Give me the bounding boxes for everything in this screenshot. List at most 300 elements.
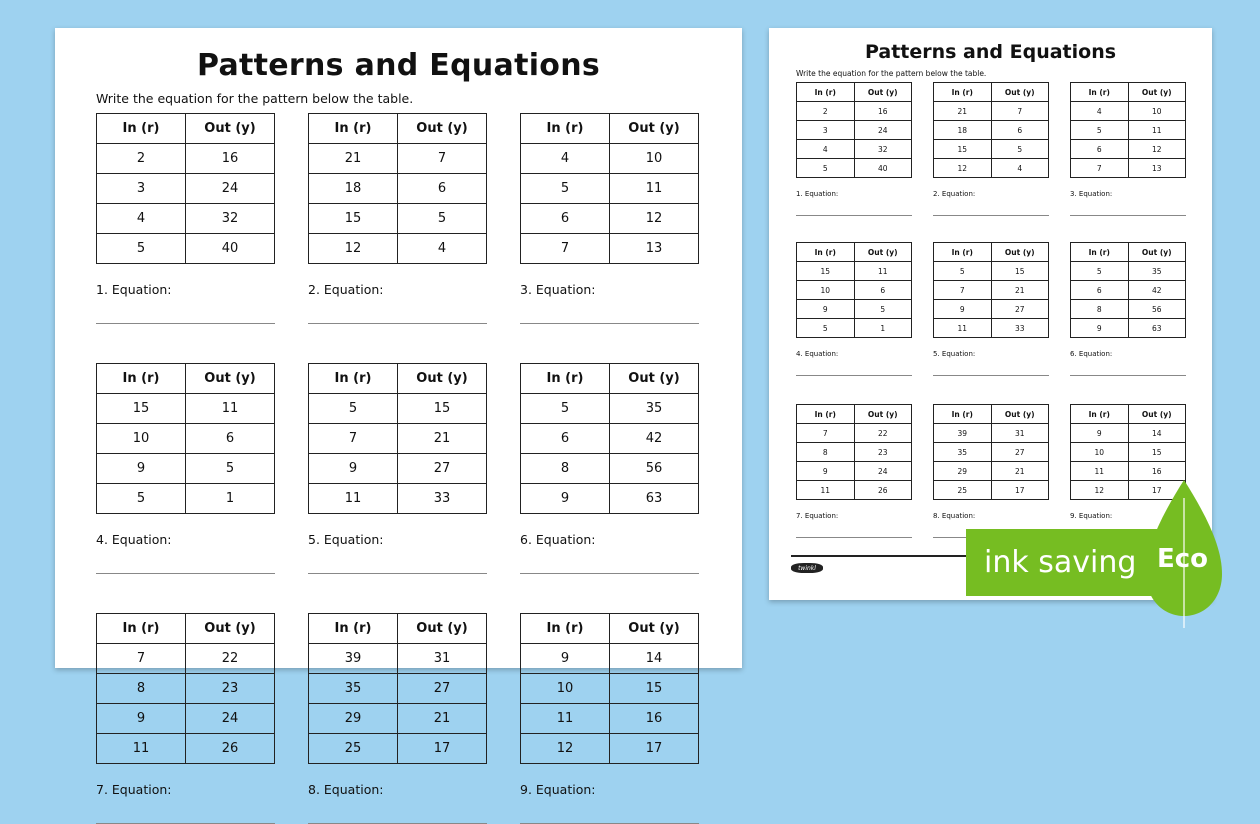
- cell-in: 29: [934, 462, 992, 481]
- header-in: In (r): [521, 114, 610, 144]
- page-title: Patterns and Equations: [196, 48, 601, 83]
- table-row: [521, 734, 699, 764]
- cell-in: 3: [797, 121, 855, 140]
- cell-out: 56: [1128, 300, 1186, 319]
- cell-in: 21: [309, 144, 398, 174]
- table-row: [309, 234, 487, 264]
- equation-label: 6. Equation:: [520, 532, 596, 547]
- cell-in: 15: [797, 262, 855, 281]
- cell-in: 7: [97, 644, 186, 674]
- pattern-table: [308, 613, 487, 764]
- cell-out: 27: [991, 300, 1049, 319]
- cell-out: 31: [398, 644, 487, 674]
- cell-in: 3: [97, 174, 186, 204]
- pattern-table: [933, 82, 1049, 178]
- cell-out: 5: [186, 454, 275, 484]
- table-row: [521, 234, 699, 264]
- answer-line[interactable]: [796, 537, 912, 538]
- table-row: [97, 644, 275, 674]
- header-out: Out (y): [398, 364, 487, 394]
- table-row: [309, 424, 487, 454]
- table-row: [309, 454, 487, 484]
- cell-in: 39: [309, 644, 398, 674]
- answer-line[interactable]: [933, 215, 1049, 216]
- pattern-table: [933, 404, 1049, 500]
- cell-out: 22: [186, 644, 275, 674]
- table-row: [521, 644, 699, 674]
- cell-out: 6: [854, 281, 912, 300]
- table-row: [521, 144, 699, 174]
- table-row: [1071, 159, 1186, 178]
- cell-out: 33: [991, 319, 1049, 338]
- table-row: [97, 174, 275, 204]
- table-row: [309, 704, 487, 734]
- table-row: [97, 704, 275, 734]
- cell-in: 6: [521, 204, 610, 234]
- table-row: [797, 102, 912, 121]
- pattern-table: [933, 242, 1049, 338]
- answer-line[interactable]: [308, 323, 487, 324]
- cell-out: 11: [186, 394, 275, 424]
- cell-out: 16: [610, 704, 699, 734]
- cell-in: 9: [521, 484, 610, 514]
- header-out: Out (y): [186, 114, 275, 144]
- cell-out: 4: [398, 234, 487, 264]
- cell-in: 5: [797, 319, 855, 338]
- table-row: [934, 424, 1049, 443]
- header-out: Out (y): [991, 243, 1049, 262]
- table-row: [521, 174, 699, 204]
- equation-label: 1. Equation:: [796, 190, 839, 198]
- table-row: [1071, 319, 1186, 338]
- table-row: [934, 443, 1049, 462]
- equation-label: 2. Equation:: [308, 282, 384, 297]
- cell-out: 17: [398, 734, 487, 764]
- table-row: [97, 424, 275, 454]
- table-row: [797, 121, 912, 140]
- problem-4: [96, 363, 275, 547]
- answer-line[interactable]: [796, 215, 912, 216]
- problem-6: [520, 363, 699, 547]
- cell-in: 7: [521, 234, 610, 264]
- answer-line[interactable]: [308, 573, 487, 574]
- answer-line[interactable]: [520, 323, 699, 324]
- cell-out: 24: [854, 462, 912, 481]
- header-out: Out (y): [854, 83, 912, 102]
- cell-out: 16: [1128, 462, 1186, 481]
- cell-out: 32: [186, 204, 275, 234]
- header-in: In (r): [309, 614, 398, 644]
- cell-out: 5: [991, 140, 1049, 159]
- header-out: Out (y): [854, 243, 912, 262]
- answer-line[interactable]: [520, 573, 699, 574]
- cell-in: 5: [797, 159, 855, 178]
- cell-in: 9: [309, 454, 398, 484]
- header-in: In (r): [797, 243, 855, 262]
- answer-line[interactable]: [933, 375, 1049, 376]
- cell-out: 6: [398, 174, 487, 204]
- table-row: [797, 424, 912, 443]
- cell-in: 9: [97, 454, 186, 484]
- cell-in: 12: [934, 159, 992, 178]
- cell-out: 7: [991, 102, 1049, 121]
- cell-in: 9: [1071, 319, 1129, 338]
- cell-out: 63: [1128, 319, 1186, 338]
- table-row: [934, 121, 1049, 140]
- cell-out: 42: [1128, 281, 1186, 300]
- table-row: [309, 484, 487, 514]
- cell-in: 9: [797, 462, 855, 481]
- problem-6: [1070, 242, 1186, 358]
- cell-out: 35: [1128, 262, 1186, 281]
- equation-label: 6. Equation:: [1070, 350, 1113, 358]
- cell-out: 15: [1128, 443, 1186, 462]
- ink-saving-text: ink saving: [984, 545, 1137, 580]
- cell-out: 13: [1128, 159, 1186, 178]
- cell-out: 42: [610, 424, 699, 454]
- eco-label: Eco: [1157, 544, 1209, 574]
- cell-out: 11: [854, 262, 912, 281]
- cell-out: 23: [186, 674, 275, 704]
- equation-label: 5. Equation:: [308, 532, 384, 547]
- header-in: In (r): [797, 83, 855, 102]
- cell-in: 12: [309, 234, 398, 264]
- cell-out: 7: [398, 144, 487, 174]
- equation-label: 5. Equation:: [933, 350, 976, 358]
- cell-in: 21: [934, 102, 992, 121]
- header-out: Out (y): [398, 614, 487, 644]
- cell-in: 5: [97, 484, 186, 514]
- cell-in: 8: [1071, 300, 1129, 319]
- table-row: [521, 424, 699, 454]
- table-row: [797, 262, 912, 281]
- table-row: [97, 144, 275, 174]
- cell-in: 15: [97, 394, 186, 424]
- cell-out: 24: [854, 121, 912, 140]
- header-in: In (r): [521, 614, 610, 644]
- cell-in: 35: [309, 674, 398, 704]
- table-row: [97, 674, 275, 704]
- table-row: [309, 144, 487, 174]
- cell-out: 33: [398, 484, 487, 514]
- cell-out: 10: [1128, 102, 1186, 121]
- table-row: [934, 481, 1049, 500]
- cell-in: 8: [521, 454, 610, 484]
- header-in: In (r): [309, 364, 398, 394]
- cell-in: 4: [797, 140, 855, 159]
- cell-out: 21: [398, 704, 487, 734]
- table-row: [309, 674, 487, 704]
- problem-3: [1070, 82, 1186, 198]
- header-in: In (r): [97, 364, 186, 394]
- cell-in: 9: [797, 300, 855, 319]
- cell-in: 11: [97, 734, 186, 764]
- header-out: Out (y): [186, 364, 275, 394]
- header-in: In (r): [934, 243, 992, 262]
- cell-out: 1: [854, 319, 912, 338]
- cell-out: 24: [186, 704, 275, 734]
- header-out: Out (y): [1128, 83, 1186, 102]
- table-row: [97, 734, 275, 764]
- table-row: [521, 394, 699, 424]
- header-in: In (r): [1071, 243, 1129, 262]
- pattern-table: [96, 113, 275, 264]
- header-out: Out (y): [991, 83, 1049, 102]
- equation-label: 8. Equation:: [308, 782, 384, 797]
- cell-in: 35: [934, 443, 992, 462]
- cell-in: 7: [934, 281, 992, 300]
- pattern-table: [96, 613, 275, 764]
- instruction-text: Write the equation for the pattern below the table.: [796, 69, 987, 78]
- cell-out: 1: [186, 484, 275, 514]
- equation-label: 7. Equation:: [796, 512, 839, 520]
- cell-in: 7: [1071, 159, 1129, 178]
- header-in: In (r): [1071, 405, 1129, 424]
- table-row: [934, 462, 1049, 481]
- table-row: [521, 204, 699, 234]
- header-out: Out (y): [610, 114, 699, 144]
- cell-out: 11: [1128, 121, 1186, 140]
- problem-1: [96, 113, 275, 297]
- cell-out: 27: [398, 674, 487, 704]
- table-row: [797, 159, 912, 178]
- cell-in: 25: [934, 481, 992, 500]
- cell-in: 8: [797, 443, 855, 462]
- pattern-table: [796, 82, 912, 178]
- pattern-table: [796, 404, 912, 500]
- cell-out: 11: [610, 174, 699, 204]
- equation-label: 9. Equation:: [1070, 512, 1113, 520]
- header-in: In (r): [934, 405, 992, 424]
- table-row: [1071, 140, 1186, 159]
- cell-in: 5: [521, 394, 610, 424]
- cell-in: 2: [97, 144, 186, 174]
- cell-in: 5: [521, 174, 610, 204]
- cell-in: 4: [97, 204, 186, 234]
- header-in: In (r): [1071, 83, 1129, 102]
- header-out: Out (y): [610, 364, 699, 394]
- answer-line[interactable]: [96, 323, 275, 324]
- cell-out: 32: [854, 140, 912, 159]
- table-row: [934, 262, 1049, 281]
- cell-in: 9: [1071, 424, 1129, 443]
- table-row: [309, 394, 487, 424]
- cell-in: 2: [797, 102, 855, 121]
- cell-out: 17: [610, 734, 699, 764]
- cell-out: 56: [610, 454, 699, 484]
- table-row: [1071, 281, 1186, 300]
- equation-label: 2. Equation:: [933, 190, 976, 198]
- table-row: [97, 204, 275, 234]
- cell-out: 23: [854, 443, 912, 462]
- equation-label: 1. Equation:: [96, 282, 172, 297]
- header-out: Out (y): [854, 405, 912, 424]
- cell-out: 31: [991, 424, 1049, 443]
- cell-in: 7: [797, 424, 855, 443]
- cell-out: 27: [398, 454, 487, 484]
- worksheet-preview-large: [55, 28, 742, 797]
- cell-in: 12: [521, 734, 610, 764]
- equation-label: 8. Equation:: [933, 512, 976, 520]
- table-row: [521, 674, 699, 704]
- cell-in: 10: [1071, 443, 1129, 462]
- answer-line[interactable]: [1070, 215, 1186, 216]
- cell-in: 9: [934, 300, 992, 319]
- cell-out: 27: [991, 443, 1049, 462]
- page-title: Patterns and Equations: [864, 41, 1117, 63]
- table-row: [1071, 262, 1186, 281]
- table-row: [309, 644, 487, 674]
- cell-out: 5: [854, 300, 912, 319]
- ink-saving-banner: [966, 529, 1168, 596]
- cell-out: 15: [610, 674, 699, 704]
- pattern-table: [1070, 242, 1186, 338]
- cell-out: 24: [186, 174, 275, 204]
- cell-out: 15: [991, 262, 1049, 281]
- cell-in: 5: [934, 262, 992, 281]
- cell-in: 10: [97, 424, 186, 454]
- table-row: [521, 454, 699, 484]
- table-row: [934, 102, 1049, 121]
- equation-label: 4. Equation:: [796, 350, 839, 358]
- cell-in: 29: [309, 704, 398, 734]
- cell-out: 14: [610, 644, 699, 674]
- instruction-text: Write the equation for the pattern below the table.: [96, 91, 414, 106]
- table-row: [309, 204, 487, 234]
- cell-out: 26: [186, 734, 275, 764]
- table-row: [521, 484, 699, 514]
- header-out: Out (y): [186, 614, 275, 644]
- table-row: [97, 234, 275, 264]
- table-row: [934, 300, 1049, 319]
- problem-2: [308, 113, 487, 297]
- header-in: In (r): [797, 405, 855, 424]
- cell-in: 5: [309, 394, 398, 424]
- table-row: [1071, 300, 1186, 319]
- header-out: Out (y): [1128, 405, 1186, 424]
- cell-out: 6: [991, 121, 1049, 140]
- table-row: [934, 281, 1049, 300]
- table-row: [97, 454, 275, 484]
- pattern-table: [308, 113, 487, 264]
- cell-out: 21: [991, 462, 1049, 481]
- cell-out: 12: [1128, 140, 1186, 159]
- cell-out: 21: [398, 424, 487, 454]
- cell-out: 16: [854, 102, 912, 121]
- problem-7: [796, 404, 912, 520]
- cell-in: 39: [934, 424, 992, 443]
- equation-label: 7. Equation:: [96, 782, 172, 797]
- cell-out: 16: [186, 144, 275, 174]
- cell-out: 15: [398, 394, 487, 424]
- cell-out: 40: [854, 159, 912, 178]
- cell-in: 6: [1071, 281, 1129, 300]
- cell-in: 11: [797, 481, 855, 500]
- problem-9: [520, 613, 699, 797]
- header-in: In (r): [97, 614, 186, 644]
- pattern-table: [520, 613, 699, 764]
- cell-out: 12: [610, 204, 699, 234]
- answer-line[interactable]: [96, 573, 275, 574]
- cell-out: 4: [991, 159, 1049, 178]
- header-in: In (r): [934, 83, 992, 102]
- cell-in: 18: [934, 121, 992, 140]
- cell-in: 10: [797, 281, 855, 300]
- cell-in: 6: [1071, 140, 1129, 159]
- table-row: [97, 484, 275, 514]
- brand-logo: twinkl: [791, 563, 823, 573]
- cell-in: 9: [97, 704, 186, 734]
- cell-out: 17: [1128, 481, 1186, 500]
- header-out: Out (y): [610, 614, 699, 644]
- table-row: [521, 704, 699, 734]
- answer-line[interactable]: [796, 375, 912, 376]
- header-in: In (r): [309, 114, 398, 144]
- cell-out: 13: [610, 234, 699, 264]
- table-row: [797, 462, 912, 481]
- problem-1: [796, 82, 912, 198]
- problem-8: [933, 404, 1049, 520]
- cell-in: 4: [521, 144, 610, 174]
- header-out: Out (y): [398, 114, 487, 144]
- pattern-table: [96, 363, 275, 514]
- pattern-table: [308, 363, 487, 514]
- cell-in: 15: [934, 140, 992, 159]
- table-row: [797, 140, 912, 159]
- cell-in: 25: [309, 734, 398, 764]
- cell-out: 40: [186, 234, 275, 264]
- answer-line[interactable]: [1070, 375, 1186, 376]
- table-row: [97, 394, 275, 424]
- table-row: [934, 159, 1049, 178]
- cell-in: 11: [521, 704, 610, 734]
- header-out: Out (y): [1128, 243, 1186, 262]
- table-row: [797, 319, 912, 338]
- problem-5: [933, 242, 1049, 358]
- cell-out: 63: [610, 484, 699, 514]
- cell-in: 8: [97, 674, 186, 704]
- table-row: [309, 734, 487, 764]
- table-row: [797, 443, 912, 462]
- cell-out: 5: [398, 204, 487, 234]
- table-row: [1071, 424, 1186, 443]
- table-row: [934, 140, 1049, 159]
- pattern-table: [1070, 82, 1186, 178]
- cell-out: 17: [991, 481, 1049, 500]
- cell-in: 11: [1071, 462, 1129, 481]
- equation-label: 9. Equation:: [520, 782, 596, 797]
- cell-in: 9: [521, 644, 610, 674]
- table-row: [797, 481, 912, 500]
- equation-label: 4. Equation:: [96, 532, 172, 547]
- cell-in: 4: [1071, 102, 1129, 121]
- cell-in: 7: [309, 424, 398, 454]
- pattern-table: [520, 113, 699, 264]
- problem-8: [308, 613, 487, 797]
- header-in: In (r): [97, 114, 186, 144]
- pattern-table: [796, 242, 912, 338]
- cell-in: 5: [1071, 121, 1129, 140]
- table-row: [1071, 443, 1186, 462]
- problem-7: [96, 613, 275, 797]
- cell-out: 6: [186, 424, 275, 454]
- equation-label: 3. Equation:: [1070, 190, 1113, 198]
- cell-out: 35: [610, 394, 699, 424]
- cell-in: 6: [521, 424, 610, 454]
- table-row: [1071, 102, 1186, 121]
- equation-label: 3. Equation:: [520, 282, 596, 297]
- table-row: [1071, 121, 1186, 140]
